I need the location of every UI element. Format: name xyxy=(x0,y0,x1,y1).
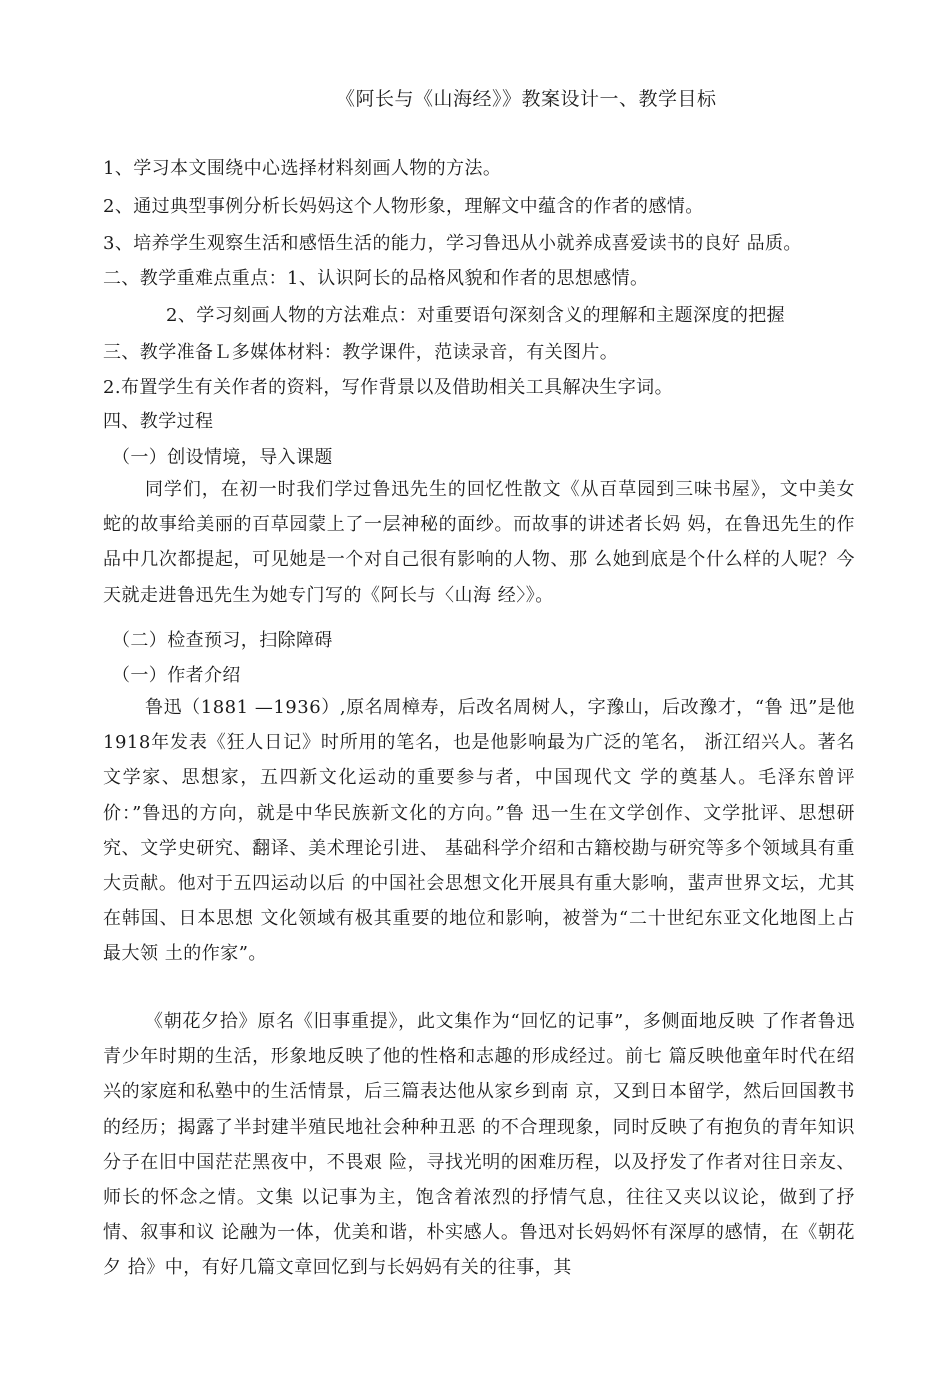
step2-heading: （二）检查预习，扫除障碍 xyxy=(112,630,333,651)
objective-1: 1、学习本文围绕中心选择材料刻画人物的方法。 xyxy=(103,158,502,179)
preparation-1: 三、教学准备Ｌ多媒体材料：教学课件，范读录音，有关图片。 xyxy=(103,342,619,363)
objective-2: 2、通过典型事例分析长妈妈这个人物形象，理解文中蕴含的作者的感情。 xyxy=(103,196,704,217)
preparation-2: 2.布置学生有关作者的资料，写作背景以及借助相关工具解决生字词。 xyxy=(103,377,673,398)
step1-heading: （一）创设情境，导入课题 xyxy=(112,447,333,468)
key-points-detail: 2、学习刻画人物的方法难点：对重要语句深刻含义的理解和主题深度的把握 xyxy=(166,305,786,326)
author-heading: （一）作者介绍 xyxy=(112,665,241,686)
book-paragraph: 《朝花夕拾》原名《旧事重提》，此文集作为“回忆的记事”，多侧面地反映 了作者鲁迅青少年时期的生活，形象地反映了他的性格和志趣的形成经过。前七 篇反映他童年时代在绍兴的家庭和私塾中的生活情景，后三篇表达他从家乡到南 京，又到日本留学，然后回国教书的经历；揭露了半封建半殖民地社会种种丑恶 的不合理现象，同时反映了有抱负的青年知识分子在旧中国茫茫黑夜中，不畏艰 险，寻找光明的困难历程，以及抒发了作者对往日亲友、师长的怀念之情。文集 以记事为主，饱含着浓烈的抒情气息，往往又夹以议论，做到了抒情、叙事和议 论融为一体，优美和谐，朴实感人。鲁迅对长妈妈怀有深厚的感情，在《朝花夕 拾》中，有好几篇文章回忆到与长妈妈有关的往事，其 xyxy=(103,1011,855,1279)
document-title: 《阿长与《山海经》》教案设计一、教学目标 xyxy=(336,88,717,110)
author-paragraph: 鲁迅（1881 —1936）,原名周樟寿，后改名周树人，字豫山，后改豫才，“鲁 迅”是他1918年发表《狂人日记》时所用的笔名，也是他影响最为广泛的笔名， 浙江绍兴人。著名文学家、思想家，五四新文化运动的重要参与者，中国现代文 学的奠基人。毛泽东曾评价：”鲁迅的方向，就是中华民族新文化的方向。”鲁 迅一生在文学创作、文学批评、思想研究、文学史研究、翻译、美术理论引进、 基础科学介绍和古籍校勘与研究等多个领域具有重大贡献。他对于五四运动以后 的中国社会思想文化开展具有重大影响，蜚声世界文坛，尤其在韩国、日本思想 文化领域有极其重要的地位和影响，被誉为“二十世纪东亚文化地图上占最大领 土的作家”。 xyxy=(103,697,855,965)
objective-3: 3、培养学生观察生活和感悟生活的能力，学习鲁迅从小就养成喜爱读书的良好 品质。 xyxy=(103,233,802,254)
process-heading: 四、教学过程 xyxy=(103,411,214,432)
key-points-heading: 二、教学重难点重点：1、认识阿长的品格风貌和作者的思想感情。 xyxy=(103,268,649,289)
intro-paragraph: 同学们，在初一时我们学过鲁迅先生的回忆性散文《从百草园到三味书屋》，文中美女蛇的故事给美丽的百草园蒙上了一层神秘的面纱。而故事的讲述者长妈 妈，在鲁迅先生的作品中几次都提起，可见她是一个对自己很有影响的人物、那 么她到底是个什么样的人呢？今天就走进鲁迅先生为她专门写的《阿长与〈山海 经〉》。 xyxy=(103,479,855,606)
